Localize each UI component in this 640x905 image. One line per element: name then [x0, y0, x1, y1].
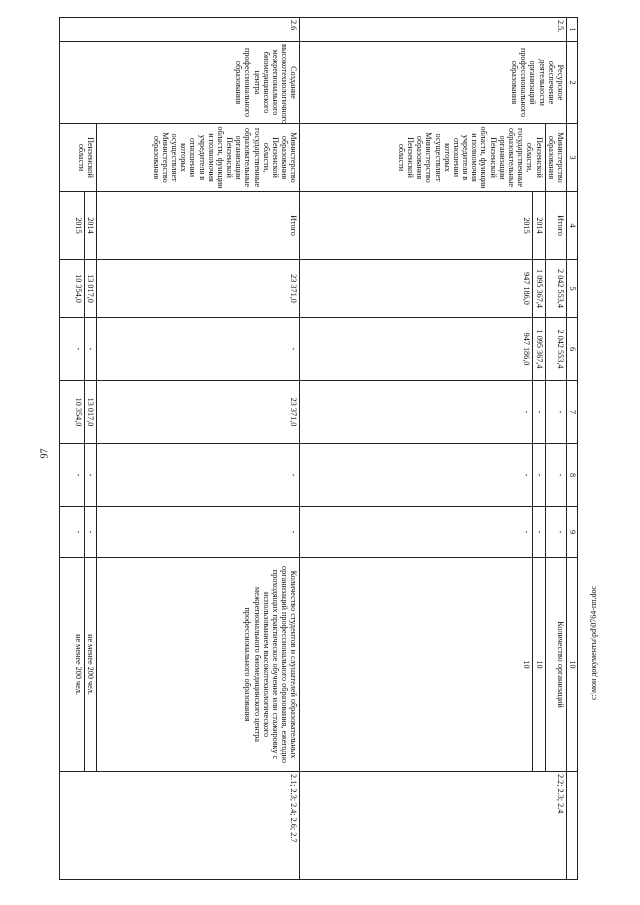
column-header: 5 [567, 260, 578, 318]
value-cell: 1 095 367,4 [533, 318, 545, 381]
indicator: Количество студентов и слушателей образовательных организаций профессионального образования, ежегодно проходящих практическое обучение или стажировку с использованием высокотехнологического межрегионального биомедицинского центра профессионального образования [97, 558, 300, 772]
indicator-value: 10 [300, 558, 533, 772]
column-header: 2 [567, 42, 578, 124]
indicator-value: не менее 200 чел. [85, 558, 97, 772]
column-header: 3 [567, 124, 578, 192]
objective-refs: 2.2; 2.3; 2.4 [300, 772, 567, 880]
indicator-value: 10 [533, 558, 545, 772]
year-cell: Итого [545, 192, 566, 260]
column-header: 9 [567, 507, 578, 558]
value-cell: 23 371,0 [97, 260, 300, 318]
value-cell: 947 186,0 [300, 318, 533, 381]
executor: Министерство образования [545, 124, 566, 192]
value-cell: 10 354,0 [60, 260, 85, 318]
page-number: 97 [39, 448, 51, 459]
row-number: 2.5. [300, 18, 567, 42]
column-header [567, 772, 578, 880]
value-cell: - [545, 444, 566, 507]
table-row [97, 18, 300, 880]
value-cell: 2 042 553,4 [545, 260, 566, 318]
column-header: 10 [567, 558, 578, 772]
year-cell: 2014 [85, 192, 97, 260]
value-cell: - [85, 318, 97, 381]
year-cell: Итого [97, 192, 300, 260]
value-cell: - [60, 507, 85, 558]
executor: Пензенской области [60, 124, 97, 192]
objective-refs: 2.1; 2.3; 2.4; 2.6; 2.7 [60, 772, 300, 880]
value-cell: 947 186,0 [300, 260, 533, 318]
value-cell: 23 371,0 [97, 381, 300, 444]
value-cell: - [300, 507, 533, 558]
table-row [533, 18, 545, 880]
row-number: 2.6 [60, 18, 300, 42]
header-row [567, 18, 578, 880]
column-header: 1 [567, 18, 578, 42]
value-cell: - [300, 444, 533, 507]
value-cell: - [533, 507, 545, 558]
value-cell: - [60, 318, 85, 381]
value-cell: - [97, 318, 300, 381]
program-table [59, 17, 578, 880]
executor: Пензенской области, государственные образовательные организации Пензенской области, функции и полномочия учредителя в отношении которых осуществляет Министерство образования Пензенской области [300, 124, 545, 192]
year-cell: 2015 [60, 192, 85, 260]
value-cell: 2 042 553,4 [545, 318, 566, 381]
program-table-sheet [75, 17, 578, 879]
column-header: 4 [567, 192, 578, 260]
value-cell: 10 354,0 [60, 381, 85, 444]
value-cell: - [97, 444, 300, 507]
column-header: 6 [567, 318, 578, 381]
value-cell: - [545, 507, 566, 558]
value-cell: - [85, 444, 97, 507]
executor: Министерство образования Пензенской области, государственные образовательные организации Пензенской области, функции и полномочия учредителя в отношении которых осуществляет Министерство образования [97, 124, 300, 192]
value-cell: 1 095 367,4 [533, 260, 545, 318]
indicator: Количество организаций [545, 558, 566, 772]
table-row [85, 18, 97, 880]
value-cell: - [545, 381, 566, 444]
table-row [545, 18, 566, 880]
value-cell: 13 017,0 [85, 260, 97, 318]
column-header: 8 [567, 444, 578, 507]
footer-file-path: c:\мои документы\pd\0764-пп.doc [589, 585, 598, 700]
value-cell: 13 017,0 [85, 381, 97, 444]
activity-name: Создание высокотехнологичного межрегионального биомедицинского центра профессионального образования [60, 42, 300, 124]
value-cell: - [533, 381, 545, 444]
year-cell: 2015 [300, 192, 533, 260]
year-cell: 2014 [533, 192, 545, 260]
value-cell: - [85, 507, 97, 558]
value-cell: - [533, 444, 545, 507]
value-cell: - [97, 507, 300, 558]
value-cell: - [60, 444, 85, 507]
column-header: 7 [567, 381, 578, 444]
value-cell: - [300, 381, 533, 444]
activity-name: Ресурсное обеспечение деятельности организаций профессионального образования [300, 42, 567, 124]
indicator-value: не менее 200 чел. [60, 558, 85, 772]
